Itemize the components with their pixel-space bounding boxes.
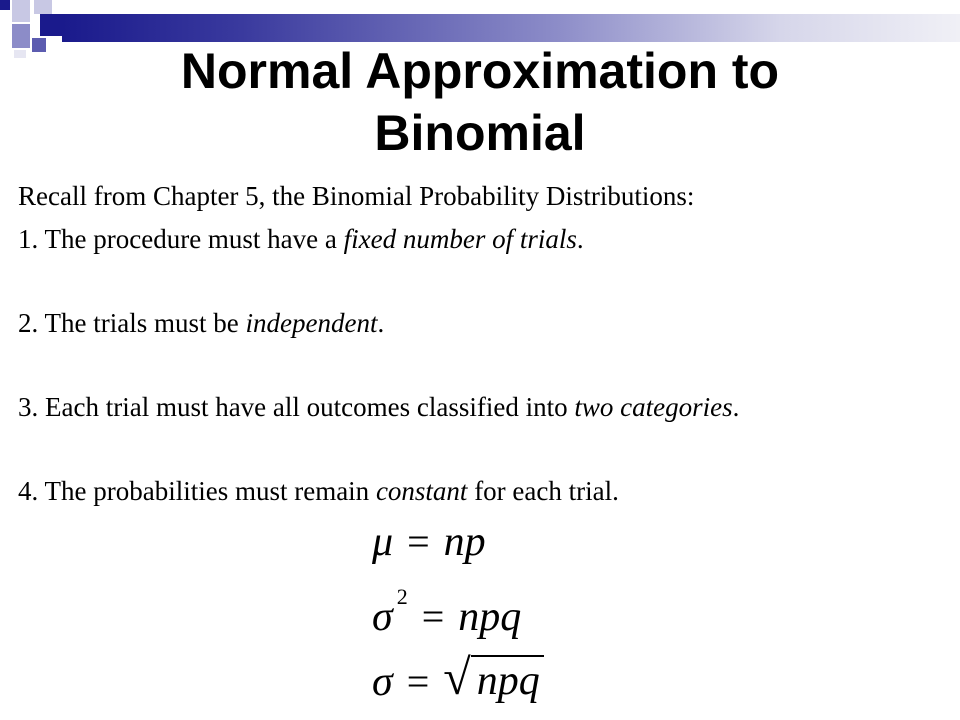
radical-sign: √ — [443, 649, 471, 705]
sigma-symbol: σ — [372, 594, 393, 640]
decorative-square — [0, 0, 10, 10]
equals-sign: = — [407, 519, 430, 564]
condition-emphasis: fixed number of trials — [343, 224, 577, 254]
condition-text: 3. Each trial must have all outcomes classified into — [18, 392, 575, 422]
condition-emphasis: independent — [245, 308, 378, 338]
condition-emphasis: constant — [375, 476, 468, 506]
condition-suffix: for each trial. — [467, 476, 619, 506]
decorative-square — [34, 0, 52, 14]
title-line-1: Normal Approximation to — [180, 43, 780, 99]
intro-text — [18, 180, 694, 212]
mean-expression: np — [443, 519, 486, 565]
condition-suffix: . — [576, 224, 584, 254]
title-bar-gradient — [62, 14, 960, 42]
condition-text: 1. The procedure must have a — [18, 224, 344, 254]
sd-formula — [372, 648, 544, 706]
variance-expression: npq — [458, 594, 522, 640]
condition-text: 2. The trials must be — [18, 308, 246, 338]
condition-emphasis: two categories — [574, 392, 733, 422]
condition-item — [18, 223, 584, 255]
condition-item — [18, 307, 384, 339]
condition-item — [18, 391, 739, 423]
condition-item — [18, 475, 619, 507]
square-root — [443, 648, 543, 706]
radicand-expression: npq — [471, 655, 544, 705]
title-line-2: Binomial — [374, 105, 586, 161]
decorative-square — [40, 14, 62, 36]
equals-sign: = — [421, 594, 445, 639]
slide-title — [0, 40, 960, 164]
sigma-symbol: σ — [372, 659, 393, 705]
intro-label: Recall from Chapter 5, the Binomial Probability Distributions: — [18, 181, 695, 211]
equals-sign: = — [406, 659, 430, 704]
variance-formula — [372, 584, 521, 641]
decorative-square — [12, 0, 30, 22]
condition-suffix: . — [732, 392, 740, 422]
condition-suffix: . — [377, 308, 385, 338]
mean-formula — [372, 518, 486, 566]
condition-text: 4. The probabilities must remain — [18, 476, 376, 506]
mu-symbol: μ — [372, 519, 394, 565]
squared-exponent: 2 — [396, 584, 408, 609]
